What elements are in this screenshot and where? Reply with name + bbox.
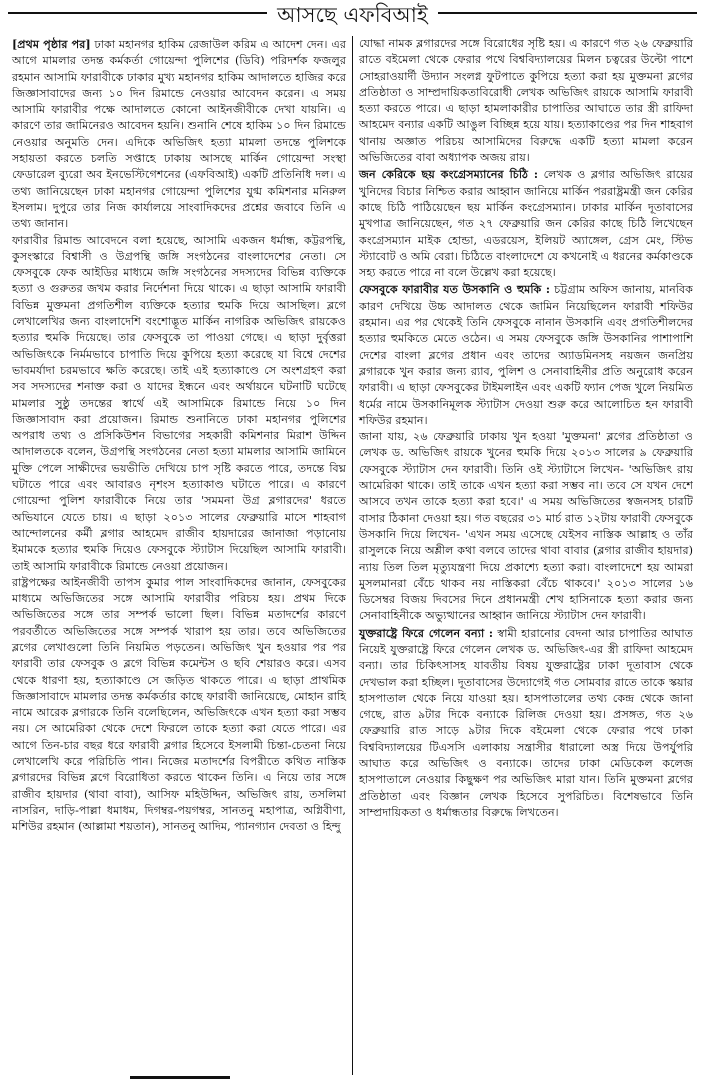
right-paragraph-3 — [359, 281, 693, 429]
left-column — [6, 36, 353, 1075]
left-paragraph-1 — [12, 36, 346, 233]
right-paragraph-text: লেখক ও ব্লগার অভিজিৎ রায়ের খুনিদের বিচার নিশ্চিত করার আহ্বান জানিয়ে মার্কিন পররাষ্ট্রমন্ত্রী জন কেরির কাছে চিঠি পাঠিয়েছেন ছয় মার্কিন কংগ্রেসম্যান। ঢাকার মার্কিন দূতাবাসের মুখপাত্র জানিয়েছেন, গত ২৭ ফেব্রুয়ারি জন কেরির কাছে চিঠি লিখেছেন কংগ্রেসম্যান মাইক হোন্ডা, এডরয়েস, ইলিয়ট অ্যাঙ্গেল, গ্রেস মেং, স্টিভ স্ট্যাবোট ও অমি বেরা। চিঠিতে বাংলাদেশে যে কখনোই এ ধরনের কর্মকাণ্ডকে সহ্য করতে পারে না বলে উল্লেখ করা হয়েছে। — [359, 168, 694, 280]
page-title: আসছে এফবিআই — [267, 1, 438, 29]
subheading: জন কেরিকে ছয় কংগ্রেসম্যানের চিঠি : — [359, 167, 539, 182]
right-column — [353, 36, 699, 1075]
subheading: যুক্তরাষ্ট্রে ফিরে গেলেন বন্যা : — [359, 625, 494, 640]
left-paragraph-text: ঢাকা মহানগর হাকিম রেজাউল করিম এ আদেশ দেন। এর আগে মামলার তদন্ত কর্মকর্তা গোয়েন্দা পুলিশের (ডিবি) পরিদর্শক ফজলুর রহমান আসামি ফারাবীকে ঢাকার মুখ্য মহানগর হাকিম আদালতে হাজির করে জিজ্ঞাসাবাদের জন্য ১০ দিন রিমান্ডে নেওয়ার আবেদন করেন। এ সময় আসামি ফারাবীর পক্ষে আদালতে কোনো আইনজীবীকে দেখা যায়নি। এ কারণে তার জামিনেরও আবেদন হয়নি। শুনানি শেষে হাকিম ১০ দিন রিমান্ডে নেওয়ার অনুমতি দেন। এদিকে অভিজিৎ হত্যা মামলা তদন্তে পুলিশকে সহায়তা করতে চলতি সপ্তাহে ঢাকায় আসছে মার্কিন গোয়েন্দা সংস্থা ফেডারেল ব্যুরো অব ইনভেস্টিগেশনের (এফবিআই) একটি প্রতিনিধি দল। এ তথ্য জানিয়েছেন ঢাকা মহানগর গোয়েন্দা পুলিশের যুগ্ম কমিশনার মনিরুল ইসলাম। দুপুরে তার নিজ কার্যালয়ে সাংবাদিকদের প্রশ্নের জবাবে তিনি এ তথ্য জানান। — [12, 38, 347, 231]
right-paragraph-text: স্বামী হারানোর বেদনা আর চাপাতির আঘাত নিয়েই যুক্তরাষ্ট্রে ফিরে গেলেন লেখক ড. অভিজিৎ-এর স্ত্রী রাফিদা আহমেদ বন্যা। তার চিকিৎসাসহ যাবতীয় বিষয় যুক্তরাষ্ট্রের ঢাকা দূতাবাস থেকে দেখভাল করা হচ্ছিল। দূতাবাসের উদ্যোগেই গত সোমবার রাতে তাকে স্কয়ার হাসপাতাল থেকে নিয়ে যাওয়া হয়। হাসপাতালের তথ্য কেন্দ্র থেকে জানা গেছে, রাত ৯টার দিকে বন্যাকে রিলিজ দেওয়া হয়। প্রসঙ্গত, গত ২৬ ফেব্রুয়ারি রাত সাড়ে ৯টার দিকে বইমেলা থেকে ফেরার পথে ঢাকা বিশ্ববিদ্যালয়ের টিএসসি এলাকায় সন্ত্রাসীর ধারালো অস্ত্র দিয়ে উপর্যুপরি আঘাত করে অভিজিৎ ও বন্যাকে। তাদের ঢাকা মেডিকেল কলেজ হাসপাতালে নেওয়ার কিছুক্ষণ পর অভিজিৎ মারা যান। তিনি মুক্তমনা ব্লগের প্রতিষ্ঠাতা এবং বিজ্ঞান লেখক হিসেবে সুপরিচিত। বিশেষভাবে তিনি সাম্প্রদায়িকতা ও ধর্মান্ধতার বিরুদ্ধে লিখতেন। — [359, 626, 694, 819]
right-paragraph-text: চট্টগ্রাম অফিস জানায়, মানবিক কারণ দেখিয়ে উচ্চ আদালত থেকে জামিন নিয়েছিলেন ফারাবী শফিউর রহমান। এর পর থেকেই তিনি ফেসবুকে নানান উসকানি এবং প্রগতিশীলদের হত্যার হুমকিতে মেতে ওঠেন। এ সময় ফেসবুকে জঙ্গি উসকানির পাশাপাশি দেশের বাংলা ব্লগের প্রধান এবং তাদের অ্যাডমিনসহ নয়জন জনপ্রিয় ব্লগারকে খুন করার জন্য র‌্যাব, পুলিশ ও সেনাবাহিনীর প্রতি অনুরোধ করেন ফারাবী। এ ছাড়া ফেসবুকের টাইমলাইন এবং একটি ফ্যান পেজ খুলে নিয়মিত ধর্মের নামে উসকানিমূলক স্ট্যাটাস দেওয়া শুরু করে আলোচিত হন ফারাবী শফিউর রহমান। — [359, 283, 693, 427]
left-paragraph-3: রাষ্ট্রপক্ষের আইনজীবী তাপস কুমার পাল সাংবাদিকদের জানান, ফেসবুকের মাধ্যমে অভিজিতের সঙ্গে আসামি ফারাবীর পরিচয় হয়। প্রথম দিকে অভিজিতের সঙ্গে তার সম্পর্ক ভালো ছিল। বিভিন্ন মতাদর্শের কারণে পরবর্তীতে অভিজিতের সঙ্গে সম্পর্ক খারাপ হয় তার। তবে অভিজিতের ব্লগের লেখাগুলো তিনি নিয়মিত পড়তেন। অভিজিৎ খুন হওয়ার পর পর ফারাবী তার ফেসবুক ও ব্লগে বিভিন্ন কমেন্টস ও ছবি শেয়ারও করে। এসব থেকে ধারণা হয়, হত্যাকাণ্ডে সে জড়িত থাকতে পারে। এ ছাড়া প্রাথমিক জিজ্ঞাসাবাদে মামলার তদন্ত কর্মকর্তার কাছে ফারাবী জানিয়েছে, মোহান রাহি নামে আরেক ব্লগারকে তিনি বলেছিলেন, অভিজিৎকে এখন হত্যা করা সম্ভব নয়। সে আমেরিকা থেকে দেশে ফিরলে তাকে হত্যা করা যেতে পারে। এর আগে তিন-চার বছর ধরে ফারাবী ব্লগার হিসেবে ইসলামী চিন্তা-চেতনা নিয়ে লেখালেখি করে পরিচিতি পান। নিজের মতাদর্শের বিপরীতে কথিত নাস্তিক ব্লগারদের বিভিন্ন ব্লগে বিরোধিতা করতে থাকেন তিনি। এ নিয়ে তার সঙ্গে রাজীব হায়দার (থাবা বাবা), আসিফ মহিউদ্দিন, অভিজিৎ রায়, তসলিমা নাসরিন, দাড়ি-পাল্লা ধমাধম, দিগম্বর-পয়গম্বর, সানতনু মহাপাত্র, অগ্নিবীণা, মশিউর রহমান (আল্লামা শয়তান), সানতনু আদিম, প্যানগ্যান দেবতা ও হিন্দু — [12, 575, 346, 834]
right-paragraph-text: যোদ্ধা নামক ব্লগারদের সঙ্গে বিরোধের সৃষ্টি হয়। এ কারণে গত ২৬ ফেব্রুয়ারি রাতে বইমেলা থেকে ফেরার পথে বিশ্ববিদ্যালয়ের মিলন চত্বরের উল্টো পাশে সোহরাওয়ার্দী উদ্যান সংলগ্ন ফুটপাতে কুপিয়ে হত্যা করা হয় মুক্তমনা ব্লগের প্রতিষ্ঠাতা ও সাম্প্রদায়িকতাবিরোধী লেখক অভিজিৎ রায়কে আসামি ফারাবী হত্যা করতে পারে। এ ছাড়া হামলাকারীর চাপাতির আঘাতে তার স্ত্রী রাফিদা আহমেদ বন্যার একটি আঙুল বিচ্ছিন্ন হয়ে যায়। হত্যাকাণ্ডের পর দিন শাহবাগ থানায় অজ্ঞাত পরিচয় আসামিদের বিরুদ্ধে একটি হত্যা মামলা করেন অভিজিতের বাবা অধ্যাপক অজয় রায়। — [359, 37, 693, 165]
right-paragraph-5 — [359, 625, 693, 822]
right-paragraph-1 — [359, 36, 693, 166]
continuation-lead: [প্রথম পৃষ্ঠার পর] — [12, 37, 91, 51]
left-paragraph-2: ফারাবীর রিমান্ড আবেদনে বলা হয়েছে, আসামি একজন ধর্মান্ধ, কট্টরপন্থি, কুসংস্কারে বিশ্বাসী ও উগ্রপন্থি জঙ্গি সংগঠনের বাংলাদেশের নেতা। সে ফেসবুকে ফেক আইডির মাধ্যমে জঙ্গি সংগঠনের সদস্যদের বিভিন্ন ব্যক্তিকে হত্যা ও গুরুতর জখম করার নির্দেশনা দিয়ে থাকে। এ ছাড়া আসামি ফারাবী বিভিন্ন মুক্তমনা প্রগতিশীল ব্যক্তিকে হত্যার হুমকি দিয়ে আসছিল। ব্লগে লেখালেখির জন্য বাংলাদেশি বংশোদ্ভূত মার্কিন নাগরিক অভিজিৎ রায়কেও হত্যার হুমকি দিয়েছে। তার ফেসবুকে তা পাওয়া গেছে। এ ছাড়া দুর্বৃত্তরা অভিজিৎকে নির্মমভাবে চাপাতি দিয়ে কুপিয়ে হত্যা করেছে যা বিশ্বে দেশের ভাবমর্যাদা চরমভাবে ক্ষতি করেছে। তাই এই হত্যাকাণ্ডে সে অংশগ্রহণ করা সব সদস্যদের শনাক্ত করা ও যাদের ইন্ধনে এবং অর্থায়নে ঘটনাটি ঘটেছে মামলার সুষ্ঠু তদন্তের স্বার্থে এই আসামিকে রিমান্ডে নিয়ে ১০ দিন জিজ্ঞাসাবাদ করা প্রয়োজন। রিমান্ড শুনানিতে ঢাকা মহানগর পুলিশের অপরাধ তথ্য ও প্রসিকিউশন বিভাগের সহকারী কমিশনার মিরাশ উদ্দিন আদালতকে বলেন, উগ্রপন্থি সংগঠনের নেতা হত্যা মামলার আসামি জামিনে মুক্তি পেলে সাক্ষীদের ভয়ভীতি দেখিয়ে চাপ সৃষ্টি করতে পারে, তদন্তে বিঘ্ন ঘটাতে পারে এবং আবারও নৃশংস হত্যাকাণ্ড ঘটাতে পারে। এ কারণে গোয়েন্দা পুলিশ ফারাবীকে নিয়ে তার 'সমমনা উগ্র ব্লগারদের' ধরতে অভিযানে যেতে চায়। এ ছাড়া ২০১৩ সালের ফেব্রুয়ারি মাসে শাহবাগ আন্দোলনের কর্মী ব্লগার আহমেদ রাজীব হায়দারের জানাজা পড়ানোয় ইমামকে হত্যার হুমকি দিয়েও ফেসবুকে স্ট্যাটাস দিয়েছিল আসামি ফারাবী। তাই আসামি ফারাবীকে রিমান্ডে নেওয়া প্রয়োজন। — [12, 233, 346, 573]
footer-rule — [130, 1076, 230, 1079]
subheading: ফেসবুকে ফারাবীর যত উসকানি ও হুমকি : — [359, 282, 551, 297]
right-paragraph-2 — [359, 166, 693, 281]
article-columns — [6, 36, 699, 1075]
right-paragraph-4 — [359, 429, 693, 625]
right-paragraph-text: জানা যায়, ২৬ ফেব্রুয়ারি ঢাকায় খুন হওয়া 'মুক্তমনা' ব্লগের প্রতিষ্ঠাতা ও লেখক ড. অভিজিৎ রায়কে খুনের হুমকি দিয়ে ২০১৩ সালের ৯ ফেব্রুয়ারি ফেসবুকে স্ট্যাটাস দেন ফারাবী। তিনি ওই স্ট্যাটাসে লিখেন- 'অভিজিৎ রায় আমেরিকা থাকে। তাই তাকে এখন হত্যা করা সম্ভব না। তবে সে যখন দেশে আসবে তখন তাকে হত্যা করা হবে।' এ সময় অভিজিতের স্বজনসহ চারটি বাসার ঠিকানা দেওয়া হয়। গত বছরের ৩১ মার্চ রাত ১২টায় ফারাবী ফেসবুকে উসকানি দিয়ে লিখেন- 'এখন সময় এসেছে যেইসব নাস্তিক আল্লাহ ও তাঁর রাসুলকে নিয়ে অশ্লীল কথা বলবে তাদের থাবা বাবার (ব্লগার রাজীব হায়দার) ন্যায় তিল তিল মৃত্যুযন্ত্রণা দিয়ে প্রকাশ্যে হত্যা করা। বাংলাদেশে হয় আমরা মুসলমানরা বেঁচে থাকব নয় নাস্তিকরা বেঁচে থাকবে।' ২০১৩ সালের ১৬ ডিসেম্বর বিজয় দিবসের দিনে প্রধানমন্ত্রী শেখ হাসিনাকে হত্যা করার জন্য সেনাবাহিনীকে অভ্যুত্থানের আহ্বান জানিয়ে স্ট্যাটাস দেন ফারাবী। — [359, 430, 693, 623]
headline-wrap — [0, 0, 705, 30]
